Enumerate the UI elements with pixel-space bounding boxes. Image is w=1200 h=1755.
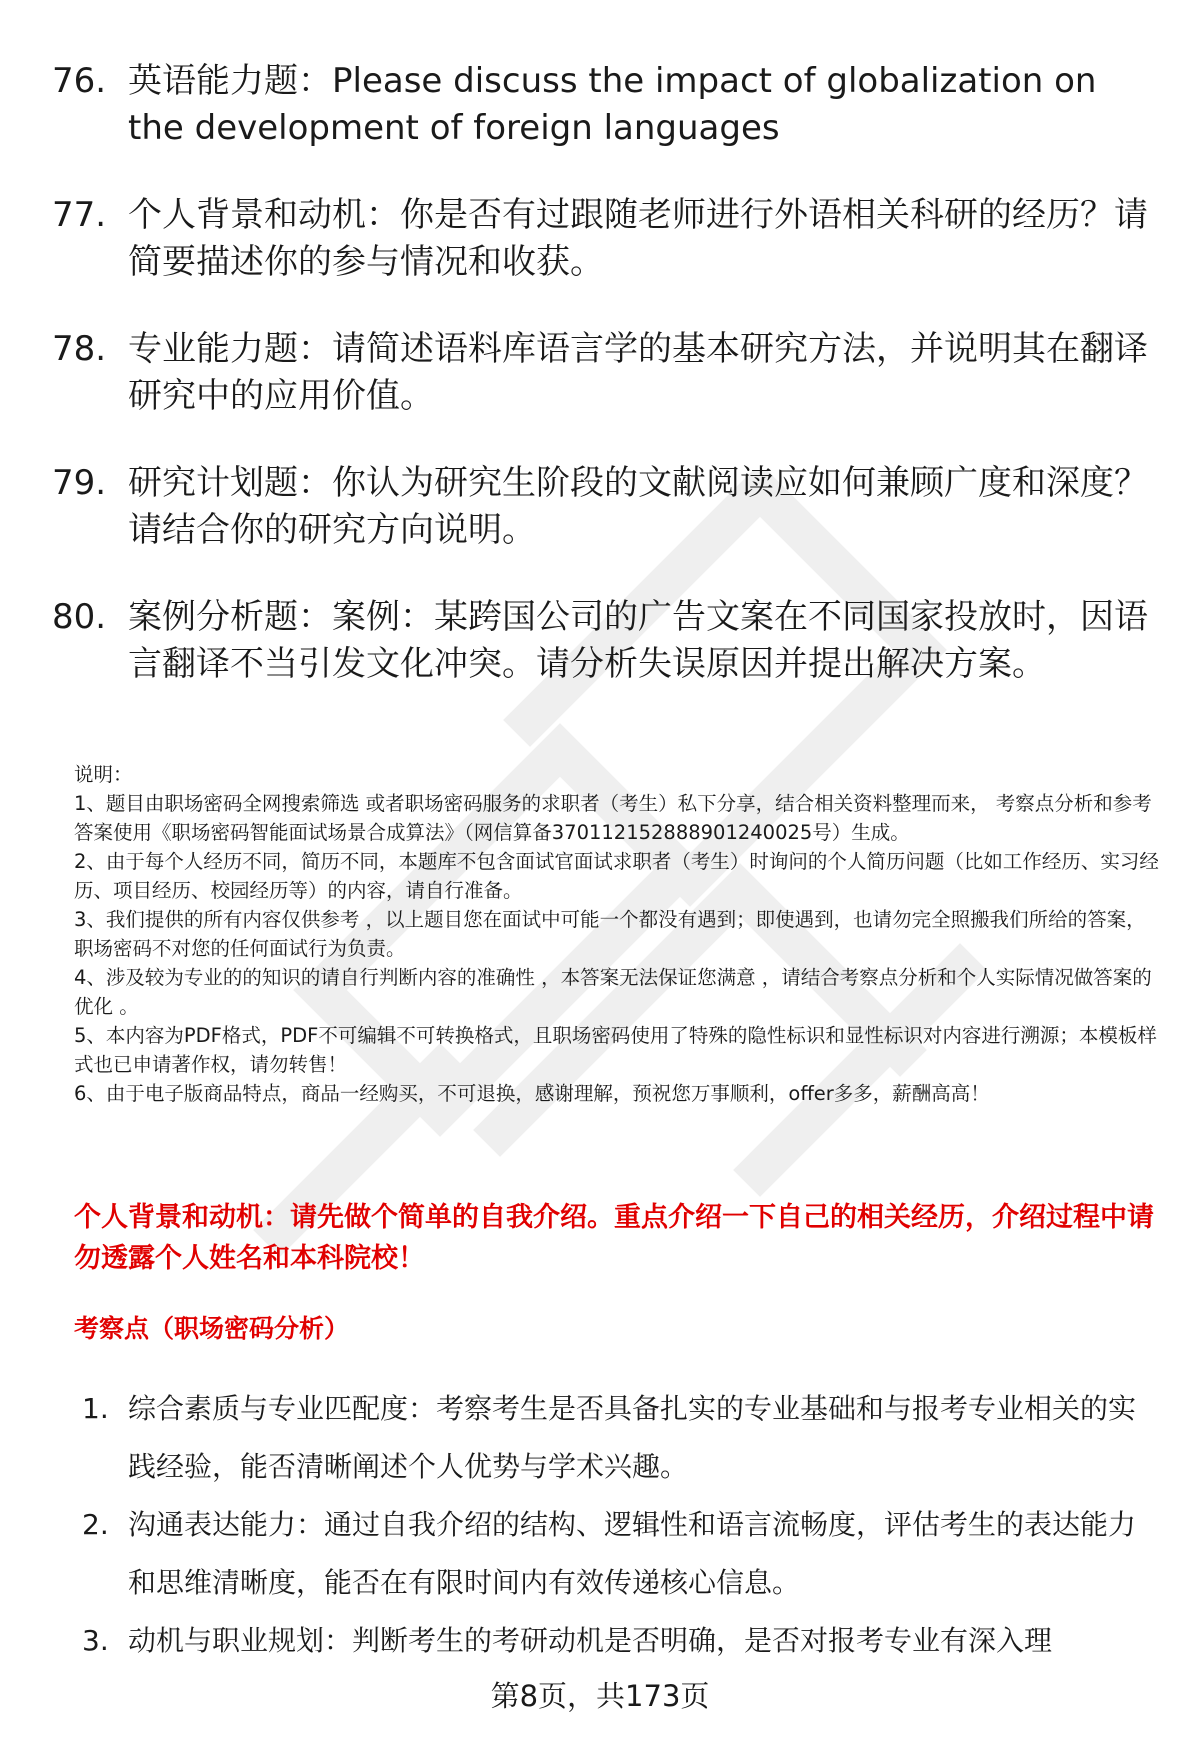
analysis-points [82, 1380, 1162, 1670]
question-number: 80. [52, 597, 107, 637]
question-list [52, 58, 1152, 728]
page-footer: 第8页，共173页 [490, 1679, 710, 1713]
question-item [52, 326, 1152, 420]
question-text: 英语能力题：Please discuss the impact of globalization on the development of foreign languages [128, 61, 1097, 148]
question-number: 78. [52, 329, 107, 369]
note-item: 2、由于每个人经历不同，简历不同，本题库不包含面试官面试求职者（考生）时询问的个人简历问题（比如工作经历、实习经历、项目经历、校园经历等）的内容，请自行准备。 [74, 850, 1159, 902]
analysis-point [82, 1496, 1162, 1612]
notes-section [74, 760, 1164, 1108]
note-item: 6、由于电子版商品特点，商品一经购买，不可退换，感谢理解，预祝您万事顺利，offer多多，薪酬高高！ [74, 1082, 990, 1105]
question-item [52, 594, 1152, 688]
notes-title: 说明： [74, 763, 133, 786]
note-item: 3、我们提供的所有内容仅供参考 ，以上题目您在面试中可能一个都没有遇到；即使遇到，也请勿完全照搬我们所给的答案，职场密码不对您的任何面试行为负责。 [74, 908, 1146, 960]
point-text: 综合素质与专业匹配度：考察考生是否具备扎实的专业基础和与报考专业相关的实践经验，能否清晰阐述个人优势与学术兴趣。 [128, 1392, 1137, 1483]
question-text: 个人背景和动机：你是否有过跟随老师进行外语相关科研的经历？请简要描述你的参与情况和收获。 [128, 195, 1148, 282]
question-item [52, 460, 1152, 554]
highlight-question: 个人背景和动机：请先做个简单的自我介绍。重点介绍一下自己的相关经历，介绍过程中请勿透露个人姓名和本科院校！ [74, 1202, 1154, 1274]
question-text: 专业能力题：请简述语料库语言学的基本研究方法，并说明其在翻译研究中的应用价值。 [128, 329, 1148, 416]
question-item [52, 192, 1152, 286]
question-item [52, 58, 1152, 152]
point-text: 沟通表达能力：通过自我介绍的结构、逻辑性和语言流畅度，评估考生的表达能力和思维清晰度，能否在有限时间内有效传递核心信息。 [128, 1508, 1137, 1599]
question-number: 77. [52, 195, 107, 235]
question-number: 79. [52, 463, 107, 503]
note-item: 5、本内容为PDF格式，PDF不可编辑不可转换格式，且职场密码使用了特殊的隐性标识和显性标识对内容进行溯源；本模板样式也已申请著作权，请勿转售！ [74, 1024, 1157, 1076]
point-text: 动机与职业规划：判断考生的考研动机是否明确，是否对报考专业有深入理 [128, 1624, 1053, 1657]
question-number: 76. [52, 61, 107, 101]
analysis-title: 考察点（职场密码分析） [74, 1314, 350, 1343]
analysis-point [82, 1612, 1162, 1670]
point-number: 1. [82, 1392, 109, 1425]
point-number: 2. [82, 1508, 109, 1541]
note-item: 1、题目由职场密码全网搜索筛选 或者职场密码服务的求职者（考生）私下分享，结合相关资料整理而来， 考察点分析和参考答案使用《职场密码智能面试场景合成算法》（网信算备370112152888901240025号）生成。 [74, 792, 1152, 844]
question-text: 研究计划题：你认为研究生阶段的文献阅读应如何兼顾广度和深度？请结合你的研究方向说明。 [128, 463, 1148, 550]
question-text: 案例分析题：案例：某跨国公司的广告文案在不同国家投放时，因语言翻译不当引发文化冲突。请分析失误原因并提出解决方案。 [128, 597, 1148, 684]
point-number: 3. [82, 1624, 109, 1657]
note-item: 4、涉及较为专业的的知识的请自行判断内容的准确性 ，本答案无法保证您满意 ，请结合考察点分析和个人实际情况做答案的优化 。 [74, 966, 1152, 1018]
analysis-point [82, 1380, 1162, 1496]
